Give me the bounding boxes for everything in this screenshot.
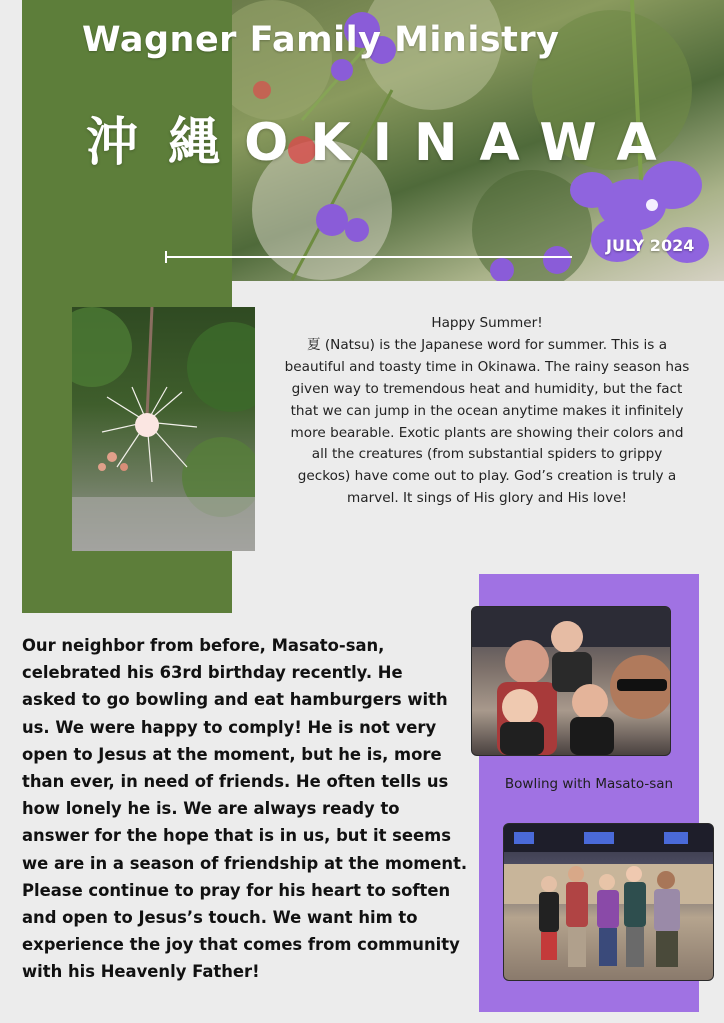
story-line: how lonely he is. We are always ready to: [22, 799, 400, 819]
okinawa-kanji: 沖 縄: [86, 113, 227, 173]
issue-date: JULY 2024: [606, 236, 695, 255]
white-flower-illustration: [72, 307, 255, 551]
story-line: asked to go bowling and eat hamburgers with: [22, 690, 448, 710]
intro-greeting: Happy Summer!: [431, 315, 543, 331]
header-divider-line: [166, 256, 572, 258]
bowling-selfie-illustration: [472, 607, 670, 755]
story-line: with his Heavenly Father!: [22, 962, 260, 982]
story-line: answer for the hope that is in us, but it seems: [22, 826, 451, 846]
white-flower-photo: [72, 307, 255, 551]
intro-paragraph: [284, 313, 690, 510]
intro-body: 夏 (Natsu) is the Japanese word for summer. This is a beautiful and toasty time in Okinawa. The rainy season has given way to tremendous heat and humidity, but the fact that we can jump in the ocean anytime makes it infinitely more bearable. Exotic plants are showing their colors and all the creatures (from substantial spiders to grippy geckos) have come out to play. God’s creation is truly a marvel. It sings of His glory and His love!: [284, 336, 690, 507]
ministry-title: Wagner Family Ministry: [82, 20, 560, 60]
story-line: celebrated his 63rd birthday recently. He: [22, 663, 403, 683]
story-paragraph: [22, 632, 480, 986]
story-line: we are in a season of friendship at the moment.: [22, 853, 468, 873]
okinawa-latin: OKINAWA: [244, 113, 679, 173]
story-line: than ever, in need of friends. He often tells us: [22, 772, 449, 792]
bowling-group-photo: [503, 823, 714, 981]
bowling-group-illustration: [504, 824, 713, 980]
okinawa-title: [86, 112, 706, 174]
story-line: and open to Jesus’s touch. We want him to: [22, 908, 418, 928]
story-line: open to Jesus at the moment, but he is, more: [22, 744, 442, 764]
story-line: Our neighbor from before, Masato-san,: [22, 636, 385, 655]
story-line: Please continue to pray for his heart to soften: [22, 880, 451, 900]
story-line: experience the joy that comes from community: [22, 935, 460, 955]
bowling-caption: Bowling with Masato-san: [504, 776, 674, 792]
bowling-selfie-photo: [471, 606, 671, 756]
story-line: us. We were happy to comply! He is not very: [22, 717, 437, 737]
